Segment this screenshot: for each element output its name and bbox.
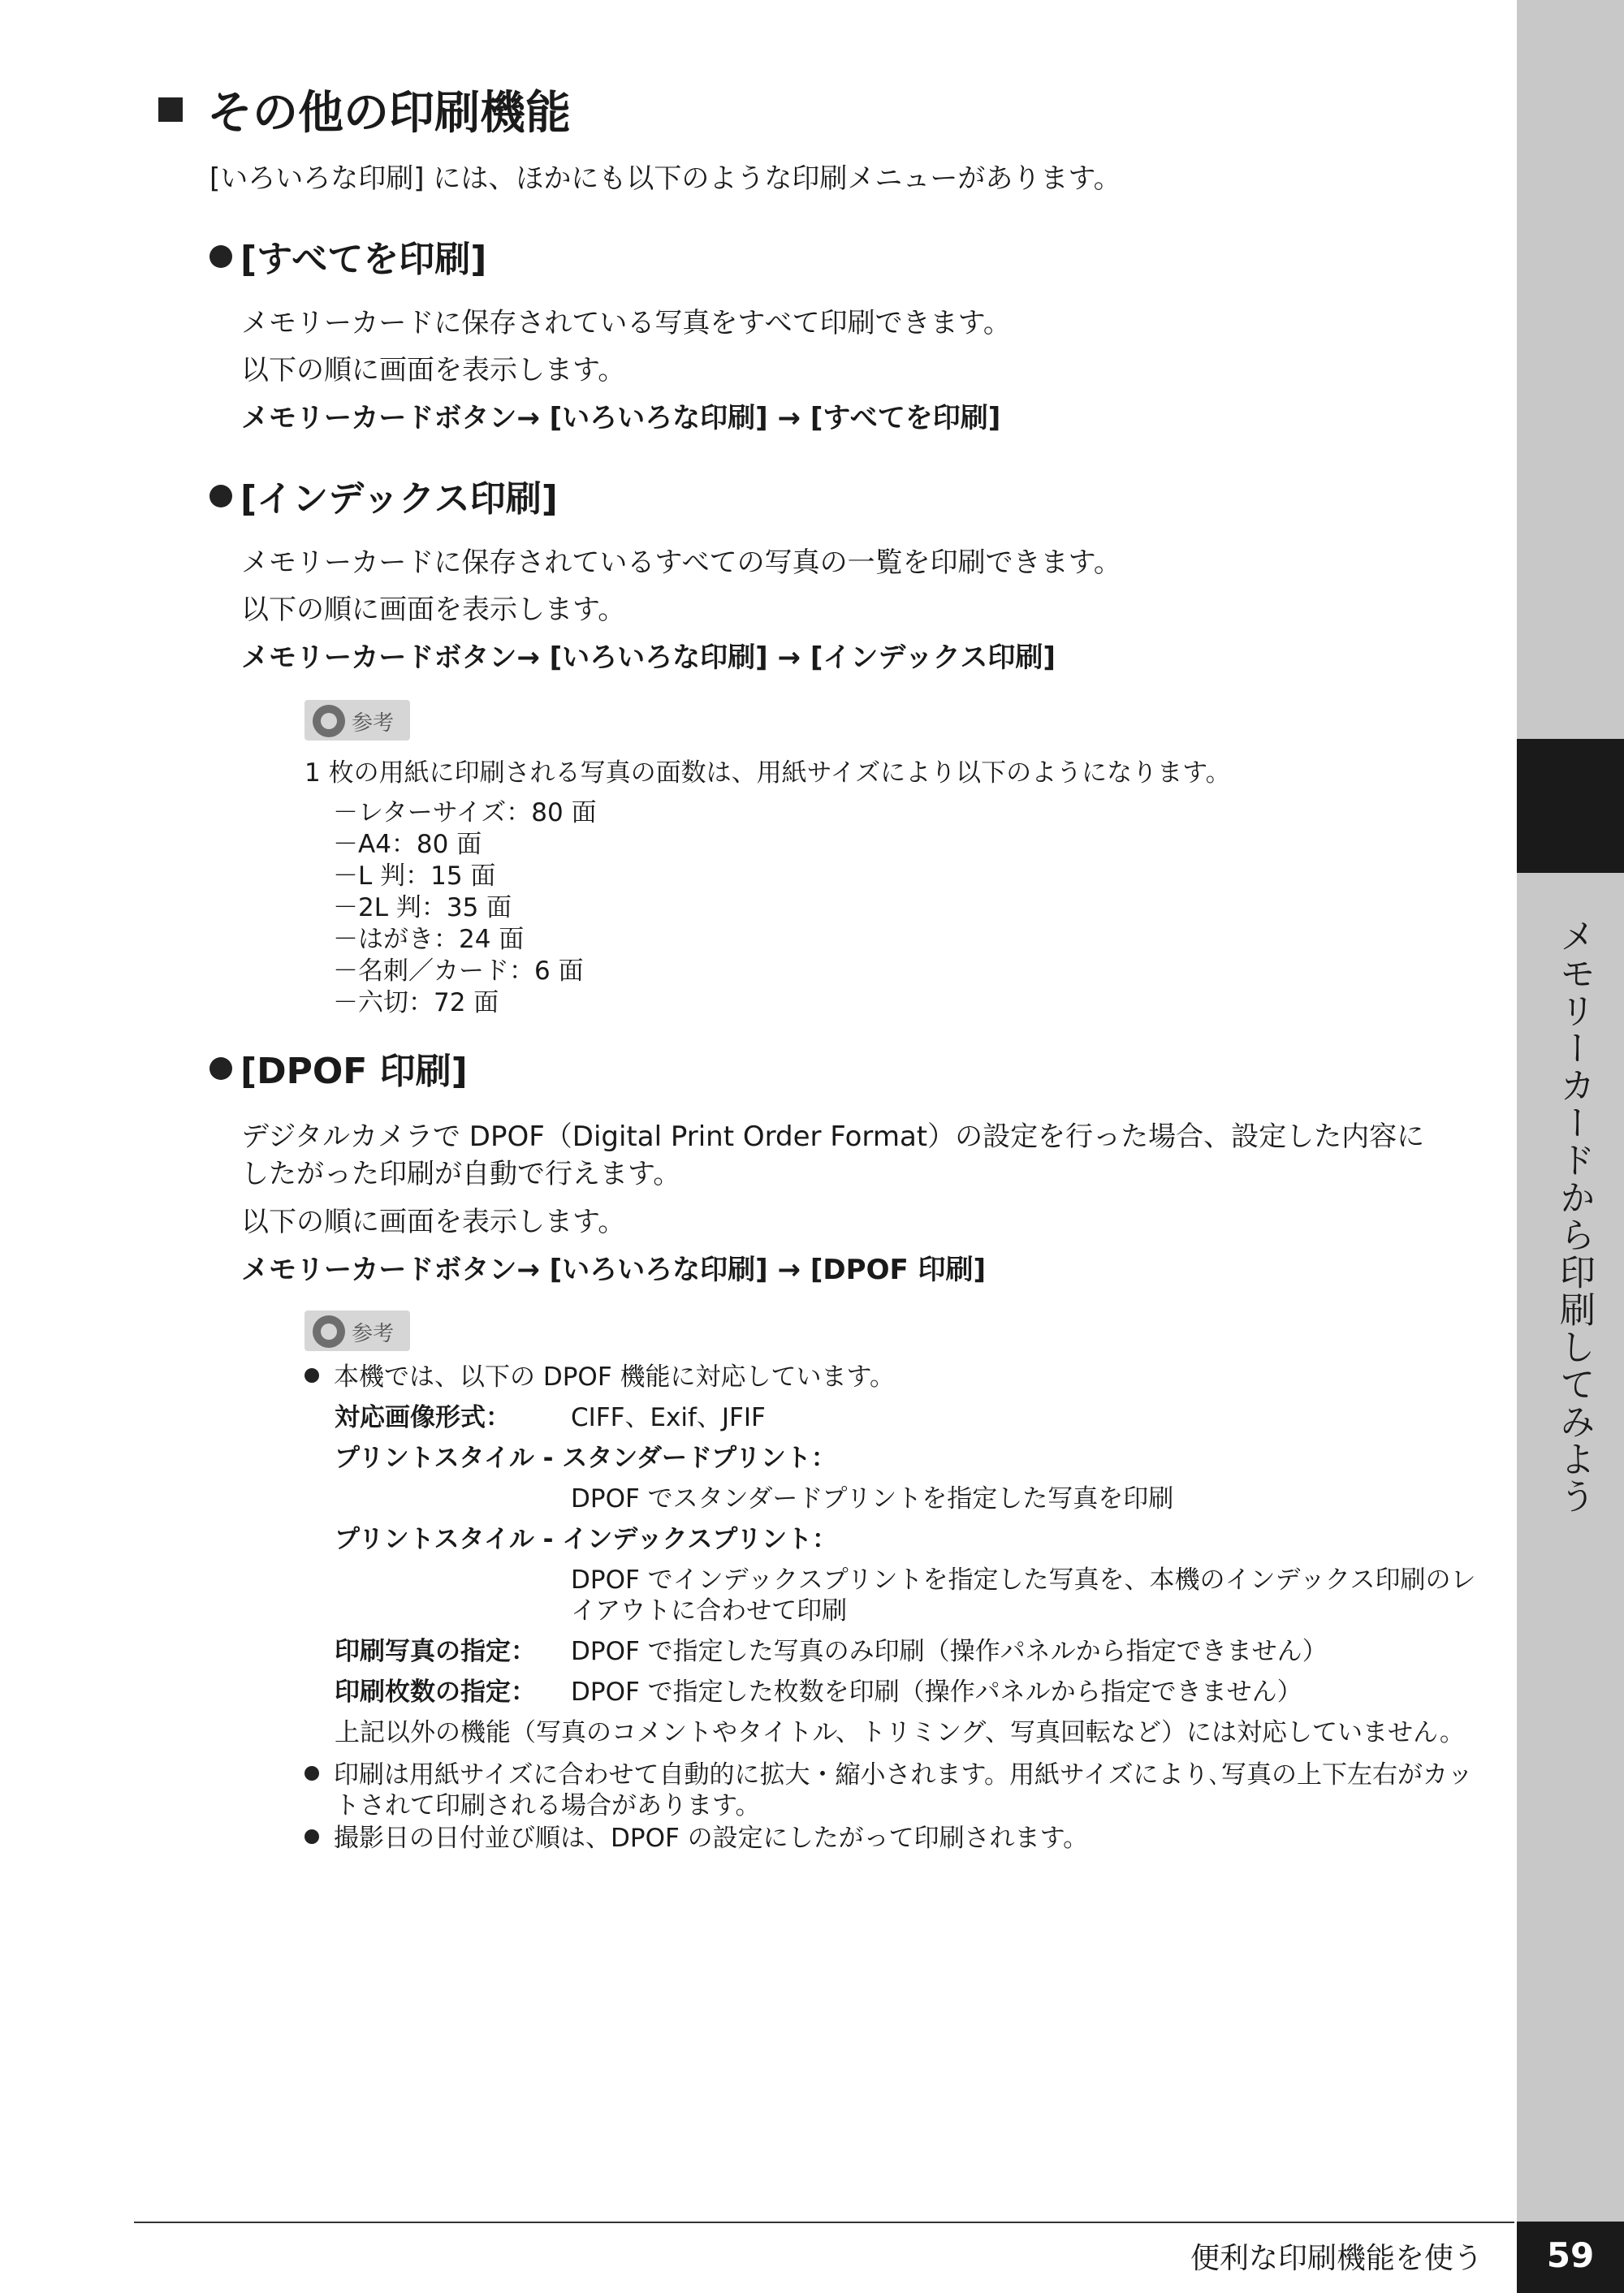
dpof-note-item2: 印刷は用紙サイズに合わせて自動的に拡大・縮小されます。用紙サイズにより､写真の上下左右がカッ <box>304 1754 1473 1790</box>
bullet-icon <box>304 1766 319 1781</box>
photo-spec-value: DPOF で指定した写真のみ印刷（操作パネルから指定できません） <box>571 1637 1328 1666</box>
intro-text: [いろいろな印刷] には、ほかにも以下のような印刷メニューがあります。 <box>209 162 1121 195</box>
idx-print-value-line2: イアウトに合わせて印刷 <box>571 1596 848 1626</box>
size-item: －L 判：15 面 <box>333 861 496 891</box>
bullet-icon <box>304 1829 319 1844</box>
dpof-note-item2-line2: トされて印刷される場合があります。 <box>335 1791 761 1820</box>
photo-spec-label: 印刷写真の指定： <box>335 1637 536 1666</box>
paperclip-icon <box>313 1315 345 1348</box>
std-print-label: プリントスタイル - スタンダードプリント： <box>335 1444 836 1473</box>
format-label: 対応画像形式： <box>335 1403 511 1432</box>
std-print-value: DPOF でスタンダードプリントを指定した写真を印刷 <box>571 1484 1174 1514</box>
section-title-text: その他の印刷機能 <box>207 87 571 140</box>
index-note-intro: 1 枚の用紙に印刷される写真の面数は、用紙サイズにより以下のようになります。 <box>304 758 1231 788</box>
size-item: －A4：80 面 <box>333 830 482 859</box>
index-print-steps-intro: 以下の順に画面を表示します。 <box>241 594 626 626</box>
size-item: －2L 判：35 面 <box>333 893 512 922</box>
size-item: －名刺／カード：6 面 <box>333 956 584 986</box>
chapter-tab-marker <box>1517 739 1624 873</box>
index-print-path: メモリーカードボタン→ [いろいろな印刷] → [インデックス印刷] <box>241 641 1056 674</box>
bullet-icon <box>209 485 232 507</box>
idx-print-value-line1: DPOF でインデックスプリントを指定した写真を、本機のインデックス印刷のレ <box>571 1565 1476 1595</box>
bullet-icon <box>304 1368 319 1383</box>
footer-chapter: 便利な印刷機能を使う <box>1190 2242 1484 2275</box>
page-number: 59 <box>1517 2222 1624 2293</box>
dpof-path: メモリーカードボタン→ [いろいろな印刷] → [DPOF 印刷] <box>241 1254 987 1286</box>
dpof-desc-line1: デジタルカメラで DPOF（Digital Print Order Format）の設定を行った場合、設定した内容に <box>241 1121 1425 1153</box>
note-icon: 参考 <box>304 700 410 741</box>
size-item: －はがき：24 面 <box>333 925 525 954</box>
count-spec-label: 印刷枚数の指定： <box>335 1678 536 1707</box>
note-icon: 参考 <box>304 1311 410 1351</box>
dpof-desc-line2: したがった印刷が自動で行えます。 <box>241 1158 681 1190</box>
side-tab-label: メモリーカードから印刷してみよう <box>1553 918 1595 1515</box>
dpof-note-item3: 撮影日の日付並び順は、DPOF の設定にしたがって印刷されます。 <box>304 1817 1088 1854</box>
paperclip-icon <box>313 705 345 737</box>
unsupported-text: 上記以外の機能（写真のコメントやタイトル、トリミング、写真回転など）には対応していません。 <box>335 1718 1465 1747</box>
section-title <box>158 77 571 142</box>
all-print-steps-intro: 以下の順に画面を表示します。 <box>241 354 626 386</box>
size-item: －レターサイズ：80 面 <box>333 798 597 827</box>
bullet-icon <box>209 1057 232 1080</box>
heading-dpof-print: [DPOF 印刷] <box>209 1042 468 1094</box>
count-spec-value: DPOF で指定した枚数を印刷（操作パネルから指定できません） <box>571 1678 1302 1707</box>
dpof-steps-intro: 以下の順に画面を表示します。 <box>241 1206 626 1238</box>
heading-all-print: [すべてを印刷] <box>209 230 486 282</box>
size-item: －六切：72 面 <box>333 988 499 1017</box>
footer-rule <box>134 2222 1514 2223</box>
square-bullet-icon <box>158 97 183 122</box>
index-print-desc: メモリーカードに保存されているすべての写真の一覧を印刷できます。 <box>241 546 1121 579</box>
bullet-icon <box>209 245 232 268</box>
dpof-note-item1: 本機では、以下の DPOF 機能に対応しています。 <box>304 1356 895 1393</box>
heading-index-print: [インデックス印刷] <box>209 469 558 521</box>
idx-print-label: プリントスタイル - インデックスプリント： <box>335 1525 838 1554</box>
all-print-desc: メモリーカードに保存されている写真をすべて印刷できます。 <box>241 307 1011 339</box>
all-print-path: メモリーカードボタン→ [いろいろな印刷] → [すべてを印刷] <box>241 402 1001 434</box>
format-value: CIFF、Exif、JFIF <box>571 1403 766 1432</box>
